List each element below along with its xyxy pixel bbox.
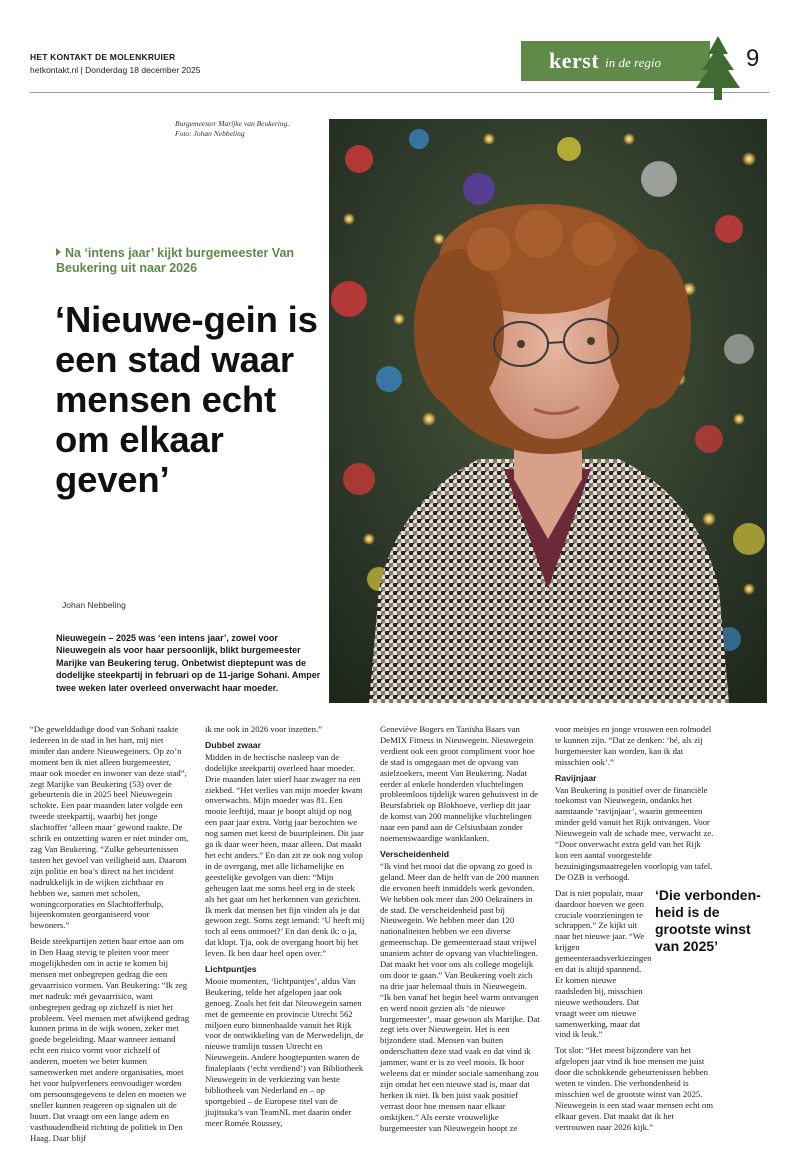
paragraph: ik me ook in 2026 voor inzetten.” [205, 724, 323, 734]
christmas-tree-icon [688, 34, 748, 106]
subheading: Ravijnjaar [555, 772, 597, 783]
paragraph: Midden in de hectische nasleep van de dodelijke steekpartij overleed haar moeder. Drie maanden later stierf haar zwager na een ziekbed. “Het verlies van mijn moeder kwam onverwachts. Mijn moeder was 81. Een mooie leeftijd, maar je hoopt altijd op nog een paar jaar extra. Vorig jaar bezochten we nog samen met kerst de buurtpleinen. Dit jaar ga ik daar weer heen, maar alleen. Dat maakt het echt anders.” En dan zit ze ook nog volop in de overgang, met alle lichamelijke en geestelijke gevolgen van dien: “Mijn geheugen laat me soms heel erg in de steek als het gaat om het herkennen van gezichten. Ik merk dat mensen het fijn vinden als je dat gewoon zegt. Soms zegt iemand: ‘U heeft mij toch al eens ontmoet?’ En dan denk ik: o ja, dat klopt. Tja, ook de overgang hoort bij het leven. Ik ben daar heel open over.” [205, 751, 365, 959]
subheading: Lichtpuntjes [205, 964, 257, 975]
paragraph: “De gewelddadige dood van Sohani raakte iedereen in de stad in het hart, mij niet minder dan andere Nieuwegeiners. Op zo’n moment ben ik niet alleen burgemeester, maar ook moeder en inwoner van deze stad”, zegt Marijke van Beukering (53) over de gebeurtenis die in 2025 heel Nieuwegein schokte. Een paar maanden later volgde een tweede steekpartij, waarbij het jonge slachtoffer ‘alleen maar’ gewond raakte. De schrik en ontzetting waren er niet minder om, zag Van Beukering. “Zulke gebeurtenissen tasten het gevoel van veiligheid aan. Daarom zijn politie en boa’s direct na het incident nadrukkelijk in de wijken zichtbaar en hebben we, samen met scholen, woningcorporaties en Slachtofferhulp, bijeenkomsten georganiseerd voor bewoners.” [30, 724, 189, 931]
publication-name: HET KONTAKT DE MOLENKRUIER [30, 52, 176, 62]
kicker-text: Na ‘intens jaar’ kijkt burgemeester Van Beukering uit naar 2026 [56, 246, 295, 275]
article-lead: Nieuwegein – 2025 was ‘een intens jaar’, zowel voor Nieuwegein als voor haar persoonlijk, blikt burgemeester Marijke van Beukering terug. Onbetwist dieptepunt was de dodelijke steekpartij in februari op de 11-jarige Sohani. Amper twee weken later overleed onverwacht haar moeder. [56, 633, 321, 693]
photo-credit: Foto: Johan Nebbeling [175, 129, 245, 138]
paragraph: voor meisjes en jonge vrouwen een rolmodel te kunnen zijn. “Dat ze denken: ‘hé, als zij burgemeester kan worden, kan ik dat misschien ook’.” [555, 724, 712, 767]
body-column-3 [380, 724, 540, 1139]
photo-caption-subject: Burgemeester Marijke van Beukering. [175, 119, 290, 128]
paragraph: Mooie momenten, ‘lichtpuntjes’, aldus Van Beukering, telde het afgelopen jaar ook genoeg. Zoals het feit dat Nieuwegein samen met de gemeente en provincie Utrecht 562 miljoen euro binnenhaalde vanuit het Rijk voor de ontwikkeling van de Merwedelijn, de nieuwe tramlijn tussen Utrecht en Nieuwegein. Andere hoogtepunten waren de finaleplaats (‘echt verdiend’) van Bibliotheek Nieuwegein in de verkiezing van beste bibliotheek van Nederland en – op sportgebied – de Europese titel van de jiujitsuka’s van TeamNL met daarin onder meer Romée Roussey, [205, 975, 364, 1128]
paragraph: Dat is niet populair, maar daardoor hoeven we geen cruciale voorzieningen te schrappen.” Ze kijkt uit naar het nieuwe jaar. “We krijgen gemeenteraadsverkiezingen en dat is altijd spannend. Er komen nieuwe raadsleden bij, misschien nieuwe wethouders. Dat vraagt weer om nieuwe samenwerking, maar dat vind ik leuk.” [555, 887, 652, 1040]
paragraph: Van Beukering is positief over de financiële toekomst van Nieuwegein, ondanks het aanstaande ‘ravijnjaar’, waarin gemeenten minder geld vanuit het Rijk ontvangen. Voor Nieuwegein valt de schade mee, verwacht ze. “Door onverwacht extra geld van het Rijk kon een aantal voorgestelde bezuinigingsmaatregelen voorlopig van tafel. De OZB is verhoogd. [555, 784, 714, 882]
paragraph: Beide steekpartijen zetten haar ertoe aan om in Den Haag stevig te pleiten voor meer mogelijkheden om in actie te komen bij mensen met onbegrepen gedrag die een gevaarrisico vormen. Van Beukering: “Ik zeg met nadruk: mét gevaarrisico, want onbegrepen gedrag op zichzelf is niet het probleem. Veel mensen met afwijkend gedrag kunnen prima in de wijk wonen, zeker met goede begeleiding. Maar wanneer iemand echt een risico vormt voor zichzelf of anderen, moeten we beter kunnen samenwerken met andere organisaties, moet het voor hulpverleners eenvoudiger worden om persoonsgegevens te delen en moeten we sneller kunnen reageren op signalen uit de buurt. Dat vraagt om een lange adem en vasthoudendheid richting de politiek in Den Haag. Daar blijf [30, 936, 190, 1143]
body-column-1 [30, 724, 190, 1148]
header-divider [30, 92, 769, 93]
dateline: hetkontakt.nl | Donderdag 18 december 2025 [30, 65, 201, 75]
page-number: 9 [746, 45, 760, 72]
article-headline: ‘Nieuwe-gein is een stad waar mensen echt om elkaar geven’ [55, 299, 318, 500]
paragraph: Tot slot: “Het meest bijzondere van het afgelopen jaar vind ik hoe mensen me juist door die schokkende gebeurtenissen hebben weten te vinden. Die verbondenheid is misschien wel de grootste winst van 2025. Nieuwegein is een stad waar mensen echt om elkaar geven. Dat maakt dat ik het vertrouwen naar 2026 kijk.” [555, 1045, 714, 1132]
article-kicker [56, 246, 326, 276]
photo-caption [175, 119, 325, 139]
paragraph: Geneviève Bogers en Tanisha Baars van DeMIX Fitness in Nieuwegein. Nieuwegein verdient ook een groot compliment voor hoe de stad is omgegaan met de opvang van asielzoekers, meent Van Beukering. Nadat eerder al enkele honderden vluchtelingen probleemloos tijdelijk waren gehuisvest in de Beursfabriek op Blokhoeve, verliep dit jaar de komst van 200 mannelijke vluchtelingen naar een pand aan de Celsiusbaan zonder noemenswaardige wanklanken. [380, 724, 539, 844]
kicker-arrow-icon [56, 248, 61, 256]
pull-quote: ‘Die verbonden-heid is de grootste winst van 2025’ [655, 887, 761, 954]
section-title: kerst [549, 48, 600, 73]
body-column-2 [205, 724, 365, 1134]
paragraph: “Ik vind het mooi dat die opvang zo goed is geland. Meer dan de helft van de 200 mannen die ervonen heeft inmiddels werk gevonden. We hebben ook meer dan 200 Oekraïners in de stad. De verscheidenheid past bij Nieuwegein. We hebben meer dan 120 nationaliteiten hebben we een diverse gemeenschap. De gemeenteraad staat vrijwel unaniem achter de opvang van vluchtelingen. Dat maakt het voor ons als college mogelijk om door te gaan.” Van Beukering voelt zich na drie jaar helemaal thuis in Nieuwegein. “Ik ben vanaf het begin heel warm ontvangen en werd nooit gezien als ‘de nieuwe burgemeester’, maar gewoon als Marijke. Dat zegt iets over Nieuwegein. Het is een bijzondere stad. Mensen van buiten onderschatten deze stad vaak en dat vind ik jammer, want er is zo veel moois. Ik hoor weleens dat er minder sociale samenhang zou zijn omdat het een nieuwe stad is, maar dat herken ik niet. Ik ben juist vaak positief verrast door hoe mensen naar elkaar omkijken.” Als eerste vrouwelijke burgemeester van Nieuwegein hoopt ze [380, 860, 540, 1133]
section-banner [521, 41, 710, 81]
article-byline: Johan Nebbeling [62, 600, 126, 610]
subheading: Verscheidenheid [380, 848, 450, 859]
masthead [30, 52, 200, 75]
section-subtitle: in de regio [605, 55, 661, 70]
subheading: Dubbel zwaar [205, 739, 261, 750]
portrait-photo [329, 119, 767, 703]
